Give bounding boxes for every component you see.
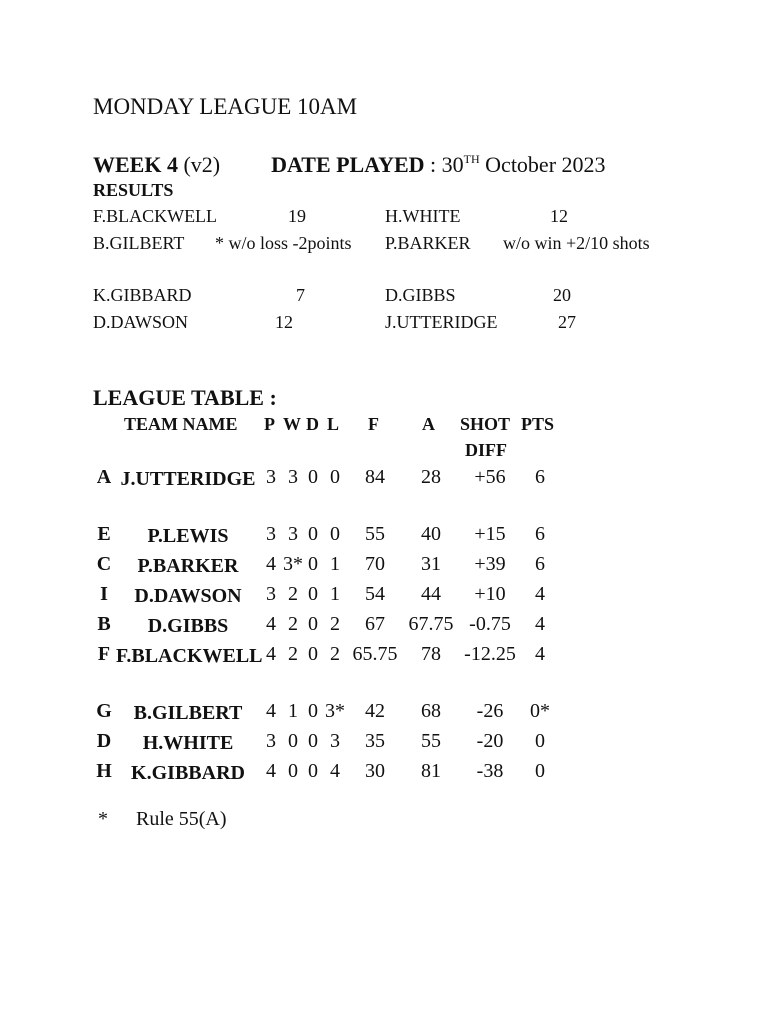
row-letter: E [97,523,111,545]
row-letter: G [96,700,112,722]
row-lost: 0 [330,523,340,545]
row-drawn: 0 [308,583,318,605]
row-lost: 0 [330,466,340,488]
header-team-name: TEAM NAME [124,414,238,434]
week-version: (v2) [183,152,221,177]
date-separator: : [430,152,437,177]
row-against: 78 [421,643,441,665]
row-shot-diff: -12.25 [464,643,516,665]
row-played: 4 [266,553,276,575]
row-team-name: B.GILBERT [133,702,243,724]
row-shot-diff: -38 [476,760,504,782]
row-won: 0 [288,760,298,782]
results-heading: RESULTS [93,180,174,200]
row-against: 31 [421,553,441,575]
row-drawn: 0 [308,643,318,665]
row-letter: F [97,643,111,665]
row-shot-diff: +15 [474,523,506,545]
row-letter: D [96,730,112,752]
row-team-name: D.GIBBS [147,615,229,637]
row-lost: 1 [330,553,340,575]
row-for: 42 [365,700,385,722]
row-drawn: 0 [308,730,318,752]
row-against: 44 [421,583,441,605]
row-for: 70 [365,553,385,575]
row-drawn: 0 [308,523,318,545]
row-points: 6 [535,466,545,488]
result-away-score: 12 [550,206,568,226]
date-label: DATE PLAYED [271,152,425,177]
date-suffix: TH [463,152,480,166]
row-shot-diff: -0.75 [469,613,511,635]
row-won: 2 [288,643,298,665]
row-won: 2 [288,613,298,635]
result-away-score: 20 [553,285,571,305]
row-played: 4 [266,760,276,782]
row-team-name: D.DAWSON [134,585,242,607]
result-away: P.BARKER [385,233,471,253]
row-for: 65.75 [352,643,398,665]
header-diff: DIFF [465,440,507,460]
row-played: 4 [266,643,276,665]
row-team-name: P.LEWIS [147,525,229,547]
row-lost: 2 [330,613,340,635]
league-table-heading: LEAGUE TABLE : [93,385,277,410]
result-home-score: * w/o loss -2points [215,233,352,253]
row-drawn: 0 [308,466,318,488]
row-letter: A [96,466,112,488]
row-for: 84 [365,466,385,488]
result-home: D.DAWSON [93,312,189,332]
header-against: A [422,414,435,434]
header-won: W [283,414,301,434]
row-played: 3 [266,466,276,488]
row-won: 3 [288,466,298,488]
date-rest: October 2023 [485,152,606,177]
row-against: 55 [421,730,441,752]
row-points: 4 [535,583,545,605]
row-lost: 2 [330,643,340,665]
header-lost: L [327,414,340,434]
row-against: 67.75 [408,613,454,635]
week-label: WEEK 4 [93,152,178,177]
row-played: 3 [266,583,276,605]
result-away: D.GIBBS [385,285,456,305]
row-team-name: J.UTTERIDGE [120,468,256,490]
row-won: 3 [288,523,298,545]
row-drawn: 0 [308,760,318,782]
result-home: B.GILBERT [93,233,185,253]
row-letter: B [97,613,111,635]
header-played: P [264,414,275,434]
row-won: 2 [288,583,298,605]
row-for: 30 [365,760,385,782]
row-against: 81 [421,760,441,782]
week-line [93,152,606,178]
row-team-name: H.WHITE [142,732,234,754]
row-lost: 4 [330,760,340,782]
row-against: 40 [421,523,441,545]
row-letter: I [100,583,108,605]
result-away: J.UTTERIDGE [385,312,498,332]
result-away: H.WHITE [385,206,461,226]
row-shot-diff: +56 [474,466,506,488]
row-shot-diff: +39 [474,553,506,575]
row-against: 28 [421,466,441,488]
date-day: 30 [441,152,464,177]
row-lost: 3 [330,730,340,752]
row-shot-diff: -20 [476,730,504,752]
result-home-score: 12 [275,312,293,332]
row-points: 0 [535,730,545,752]
row-played: 4 [266,613,276,635]
page-title: MONDAY LEAGUE 10AM [93,94,358,119]
row-letter: H [96,760,112,782]
row-points: 4 [535,643,545,665]
footnote-mark: * [98,808,108,830]
row-shot-diff: -26 [476,700,504,722]
row-for: 67 [365,613,385,635]
row-team-name: F.BLACKWELL [116,645,263,667]
result-away-score: w/o win +2/10 shots [503,233,650,253]
header-for: F [368,414,379,434]
row-drawn: 0 [308,553,318,575]
row-for: 35 [365,730,385,752]
result-home: K.GIBBARD [93,285,192,305]
row-drawn: 0 [308,700,318,722]
row-points: 0* [530,700,550,722]
row-drawn: 0 [308,613,318,635]
row-lost: 3* [325,700,345,722]
row-team-name: P.BARKER [137,555,239,577]
row-points: 4 [535,613,545,635]
header-points: PTS [521,414,555,434]
row-letter: C [96,553,112,575]
footnote-text: Rule 55(A) [136,808,227,830]
row-points: 6 [535,523,545,545]
header-shot: SHOT [460,414,511,434]
result-home-score: 19 [288,206,306,226]
result-home: F.BLACKWELL [93,206,218,226]
row-won: 0 [288,730,298,752]
result-home-score: 7 [296,285,305,305]
row-played: 3 [266,730,276,752]
row-for: 55 [365,523,385,545]
row-won: 1 [288,700,298,722]
row-played: 3 [266,523,276,545]
row-played: 4 [266,700,276,722]
row-for: 54 [365,583,385,605]
row-won: 3* [283,553,303,575]
row-lost: 1 [330,583,340,605]
header-drawn: D [306,414,319,434]
result-away-score: 27 [558,312,576,332]
row-points: 0 [535,760,545,782]
row-shot-diff: +10 [474,583,506,605]
row-team-name: K.GIBBARD [131,762,245,784]
row-points: 6 [535,553,545,575]
row-against: 68 [421,700,441,722]
